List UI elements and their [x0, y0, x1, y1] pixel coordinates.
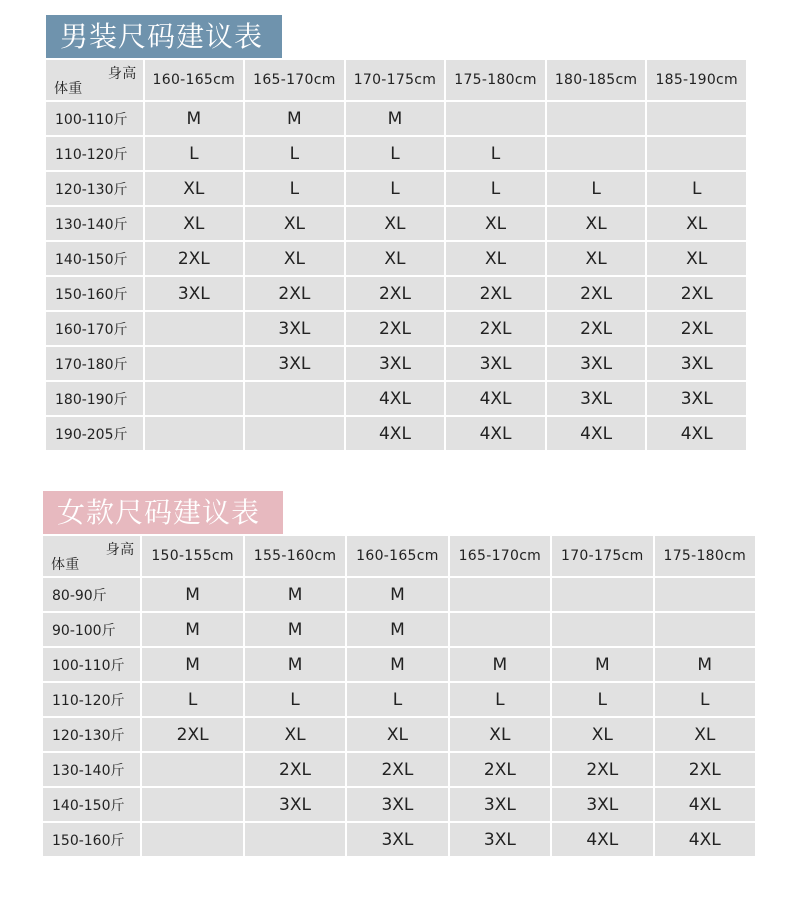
- size-cell: 2XL: [655, 753, 756, 786]
- size-cell: M: [347, 613, 447, 646]
- size-cell: M: [347, 648, 447, 681]
- size-cell: XL: [245, 718, 345, 751]
- table-row: [46, 347, 746, 380]
- size-cell: XL: [647, 207, 746, 240]
- size-cell: 2XL: [647, 312, 746, 345]
- size-cell: 2XL: [547, 277, 646, 310]
- weight-range-label: 140-150斤: [46, 242, 143, 275]
- size-cell: XL: [245, 242, 344, 275]
- table-row: [46, 417, 746, 450]
- women-height-header: 150-155cm: [142, 536, 242, 576]
- size-cell: 4XL: [346, 417, 445, 450]
- size-cell: M: [142, 648, 242, 681]
- size-cell: [142, 788, 242, 821]
- size-cell: 2XL: [647, 277, 746, 310]
- size-cell: 4XL: [446, 417, 545, 450]
- size-cell: [245, 823, 345, 856]
- weight-range-label: 100-110斤: [46, 102, 143, 135]
- size-cell: L: [647, 172, 746, 205]
- size-cell: [145, 347, 244, 380]
- weight-corner-label: 体重: [51, 557, 80, 573]
- table-row: [43, 753, 755, 786]
- women-height-header: 155-160cm: [245, 536, 345, 576]
- weight-range-label: 110-120斤: [43, 683, 140, 716]
- table-row: [43, 613, 755, 646]
- weight-range-label: 180-190斤: [46, 382, 143, 415]
- size-cell: [547, 102, 646, 135]
- size-cell: 3XL: [245, 312, 344, 345]
- size-cell: L: [142, 683, 242, 716]
- size-cell: 2XL: [346, 312, 445, 345]
- size-cell: 3XL: [552, 788, 652, 821]
- size-cell: 3XL: [547, 382, 646, 415]
- men-corner-cell: [46, 60, 143, 100]
- weight-range-label: 110-120斤: [46, 137, 143, 170]
- women-size-chart-title: [43, 491, 283, 535]
- size-cell: [450, 613, 550, 646]
- table-row: [46, 242, 746, 275]
- size-cell: [450, 578, 550, 611]
- size-cell: 2XL: [347, 753, 447, 786]
- size-cell: 2XL: [145, 242, 244, 275]
- size-cell: [552, 578, 652, 611]
- size-cell: [145, 312, 244, 345]
- size-cell: 3XL: [450, 788, 550, 821]
- men-size-table: [44, 58, 748, 452]
- size-cell: XL: [145, 172, 244, 205]
- men-size-chart-title: [46, 15, 282, 58]
- size-cell: L: [245, 172, 344, 205]
- size-cell: 4XL: [647, 417, 746, 450]
- size-cell: 3XL: [647, 347, 746, 380]
- size-cell: [552, 613, 652, 646]
- weight-range-label: 90-100斤: [43, 613, 140, 646]
- weight-range-label: 150-160斤: [46, 277, 143, 310]
- size-cell: 3XL: [347, 788, 447, 821]
- size-cell: XL: [655, 718, 756, 751]
- height-corner-label: 身高: [107, 66, 137, 82]
- size-cell: M: [245, 613, 345, 646]
- weight-range-label: 170-180斤: [46, 347, 143, 380]
- size-cell: 3XL: [647, 382, 746, 415]
- table-row: [46, 207, 746, 240]
- size-cell: XL: [245, 207, 344, 240]
- size-cell: L: [346, 172, 445, 205]
- size-cell: L: [547, 172, 646, 205]
- size-cell: 3XL: [547, 347, 646, 380]
- size-cell: XL: [446, 207, 545, 240]
- size-cell: L: [245, 137, 344, 170]
- weight-range-label: 130-140斤: [46, 207, 143, 240]
- women-height-header: 165-170cm: [450, 536, 550, 576]
- weight-range-label: 120-130斤: [46, 172, 143, 205]
- size-cell: 2XL: [446, 312, 545, 345]
- size-cell: L: [346, 137, 445, 170]
- size-cell: XL: [547, 242, 646, 275]
- size-cell: [245, 417, 344, 450]
- size-cell: 2XL: [450, 753, 550, 786]
- men-height-header: 160-165cm: [145, 60, 244, 100]
- size-cell: [245, 382, 344, 415]
- size-cell: [446, 102, 545, 135]
- table-row: [43, 648, 755, 681]
- table-row: [43, 788, 755, 821]
- women-height-header: 160-165cm: [347, 536, 447, 576]
- size-cell: XL: [446, 242, 545, 275]
- size-cell: L: [552, 683, 652, 716]
- size-cell: XL: [547, 207, 646, 240]
- size-cell: [142, 753, 242, 786]
- size-cell: 2XL: [552, 753, 652, 786]
- size-cell: 2XL: [346, 277, 445, 310]
- size-cell: [655, 613, 756, 646]
- men-height-header: 170-175cm: [346, 60, 445, 100]
- size-cell: [655, 578, 756, 611]
- weight-range-label: 100-110斤: [43, 648, 140, 681]
- size-cell: L: [655, 683, 756, 716]
- table-row: [43, 683, 755, 716]
- size-cell: 3XL: [245, 347, 344, 380]
- size-cell: 3XL: [446, 347, 545, 380]
- size-cell: [647, 137, 746, 170]
- size-cell: XL: [450, 718, 550, 751]
- size-cell: M: [655, 648, 756, 681]
- women-height-header: 170-175cm: [552, 536, 652, 576]
- table-row: [46, 382, 746, 415]
- size-cell: 4XL: [547, 417, 646, 450]
- size-cell: M: [142, 578, 242, 611]
- weight-range-label: 120-130斤: [43, 718, 140, 751]
- size-cell: 3XL: [450, 823, 550, 856]
- size-cell: 4XL: [655, 823, 756, 856]
- size-cell: M: [245, 102, 344, 135]
- weight-range-label: 80-90斤: [43, 578, 140, 611]
- size-cell: M: [552, 648, 652, 681]
- table-row: [46, 137, 746, 170]
- weight-range-label: 140-150斤: [43, 788, 140, 821]
- size-cell: 2XL: [245, 753, 345, 786]
- size-cell: 2XL: [142, 718, 242, 751]
- women-size-table: [41, 534, 757, 858]
- size-cell: [145, 382, 244, 415]
- women-corner-cell: [43, 536, 140, 576]
- size-cell: L: [446, 172, 545, 205]
- men-height-header: 180-185cm: [547, 60, 646, 100]
- size-cell: L: [145, 137, 244, 170]
- size-cell: 4XL: [552, 823, 652, 856]
- table-row: [46, 312, 746, 345]
- size-cell: 3XL: [347, 823, 447, 856]
- size-cell: M: [346, 102, 445, 135]
- size-cell: 2XL: [547, 312, 646, 345]
- size-cell: 3XL: [145, 277, 244, 310]
- size-cell: L: [245, 683, 345, 716]
- size-cell: M: [450, 648, 550, 681]
- size-cell: L: [450, 683, 550, 716]
- table-row: [46, 277, 746, 310]
- weight-range-label: 160-170斤: [46, 312, 143, 345]
- weight-range-label: 190-205斤: [46, 417, 143, 450]
- size-cell: L: [347, 683, 447, 716]
- size-cell: XL: [347, 718, 447, 751]
- size-cell: 3XL: [245, 788, 345, 821]
- women-height-header: 175-180cm: [655, 536, 756, 576]
- size-cell: M: [142, 613, 242, 646]
- size-cell: 4XL: [446, 382, 545, 415]
- size-cell: XL: [145, 207, 244, 240]
- women-header-row: [43, 536, 755, 576]
- men-height-header: 175-180cm: [446, 60, 545, 100]
- weight-range-label: 150-160斤: [43, 823, 140, 856]
- men-header-row: [46, 60, 746, 100]
- size-cell: L: [446, 137, 545, 170]
- table-row: [43, 578, 755, 611]
- height-corner-label: 身高: [105, 542, 135, 558]
- size-cell: [145, 417, 244, 450]
- men-title-text: 男装尺码建议表: [60, 19, 264, 53]
- size-cell: 3XL: [346, 347, 445, 380]
- size-cell: M: [245, 578, 345, 611]
- size-cell: [647, 102, 746, 135]
- size-cell: 2XL: [446, 277, 545, 310]
- table-row: [43, 823, 755, 856]
- size-cell: XL: [346, 207, 445, 240]
- size-cell: 4XL: [346, 382, 445, 415]
- weight-range-label: 130-140斤: [43, 753, 140, 786]
- size-cell: 2XL: [245, 277, 344, 310]
- table-row: [43, 718, 755, 751]
- size-cell: M: [245, 648, 345, 681]
- size-cell: XL: [552, 718, 652, 751]
- men-height-header: 165-170cm: [245, 60, 344, 100]
- size-cell: [142, 823, 242, 856]
- table-row: [46, 102, 746, 135]
- size-cell: XL: [346, 242, 445, 275]
- table-row: [46, 172, 746, 205]
- size-cell: M: [347, 578, 447, 611]
- size-cell: [547, 137, 646, 170]
- weight-corner-label: 体重: [54, 81, 83, 97]
- size-cell: XL: [647, 242, 746, 275]
- size-cell: M: [145, 102, 244, 135]
- women-title-text: 女款尺码建议表: [57, 496, 261, 529]
- size-cell: 4XL: [655, 788, 756, 821]
- men-height-header: 185-190cm: [647, 60, 746, 100]
